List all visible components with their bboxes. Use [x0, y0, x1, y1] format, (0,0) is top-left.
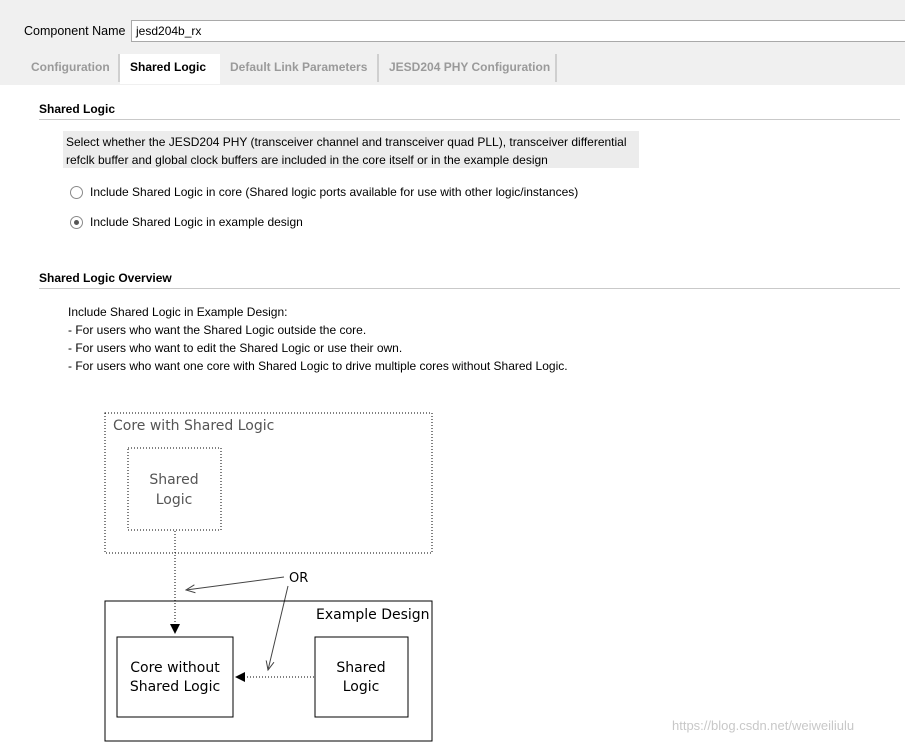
core-with-shared-logic-label: Core with Shared Logic	[113, 418, 275, 434]
shared-logic-bottom-line2: Logic	[342, 679, 380, 695]
component-name-label: Component Name	[24, 24, 126, 38]
example-design-label: Example Design	[316, 607, 430, 623]
core-without-line2: Shared Logic	[129, 679, 221, 695]
overview-line: - For users who want to edit the Shared Logic or use their own.	[68, 341, 403, 355]
tab-shared-logic[interactable]: Shared Logic	[120, 54, 220, 84]
option-label: Include Shared Logic in core (Shared logic ports available for use with other logic/instances)	[90, 185, 579, 199]
or-label: OR	[289, 571, 309, 586]
core-without-line1: Core without	[130, 660, 220, 676]
shared-logic-top-box	[128, 448, 221, 530]
description-line-1: Select whether the JESD204 PHY (transceiver channel and transceiver quad PLL), transceiver differential	[66, 135, 627, 149]
tab-configuration[interactable]: Configuration	[21, 54, 120, 82]
component-name-input[interactable]: jesd204b_rx	[131, 20, 905, 42]
shared-logic-top-line1: Shared	[149, 472, 199, 488]
shared-logic-bottom-box	[315, 637, 408, 717]
overview-line: - For users who want one core with Shared Logic to drive multiple cores without Shared Logic.	[68, 359, 568, 373]
or-arrow-left	[186, 577, 284, 590]
overview-line: - For users who want the Shared Logic outside the core.	[68, 323, 367, 337]
or-arrow-down	[268, 586, 288, 670]
shared-logic-bottom-line1: Shared	[336, 660, 386, 676]
shared-logic-top-line2: Logic	[155, 492, 193, 508]
core-without-shared-logic-box	[117, 637, 233, 717]
description-line-2: refclk buffer and global clock buffers are included in the core itself or in the example design	[66, 153, 548, 167]
tab-jesd204-phy-configuration[interactable]: JESD204 PHY Configuration	[379, 54, 557, 82]
overview-heading: Shared Logic Overview	[39, 271, 172, 285]
option-label: Include Shared Logic in example design	[90, 215, 303, 229]
tab-default-link-parameters[interactable]: Default Link Parameters	[220, 54, 379, 82]
overview-line: Include Shared Logic in Example Design:	[68, 305, 288, 319]
watermark: https://blog.csdn.net/weiweiliulu	[672, 718, 855, 733]
shared-logic-heading: Shared Logic	[39, 102, 116, 116]
